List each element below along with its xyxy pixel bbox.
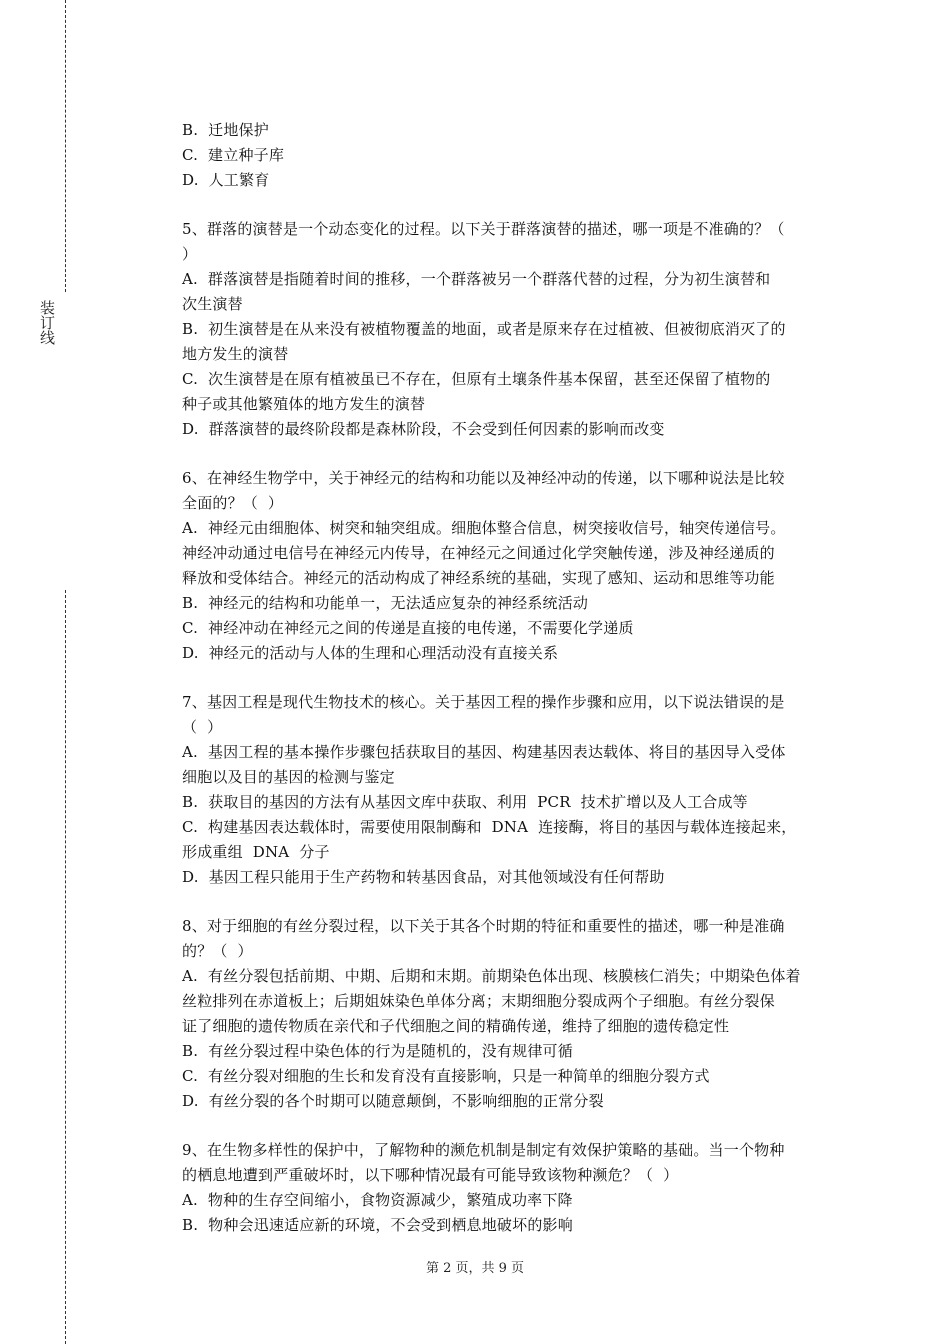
block-spacer <box>182 666 842 690</box>
text-line: 7、基因工程是现代生物技术的核心。关于基因工程的操作步骤和应用，以下说法错误的是 <box>182 693 785 711</box>
text-line: 次生演替 <box>182 295 243 313</box>
text-line: B. 神经元的结构和功能单一，无法适应复杂的神经系统活动 <box>182 594 589 612</box>
text-line: 神经冲动通过电信号在神经元内传导，在神经元之间通过化学突触传递，涉及神经递质的 <box>182 544 775 562</box>
question-block <box>182 1138 842 1238</box>
question-block <box>182 217 842 442</box>
text-line: 8、对于细胞的有丝分裂过程，以下关于其各个时期的特征和重要性的描述，哪一种是准确 <box>182 917 785 935</box>
text-line: 形成重组 DNA 分子 <box>182 843 330 861</box>
text-line: D. 基因工程只能用于生产药物和转基因食品，对其他领域没有任何帮助 <box>182 868 665 886</box>
binding-label: 装订线 <box>38 300 56 345</box>
text-line: 6、在神经生物学中，关于神经元的结构和功能以及神经冲动的传递，以下哪种说法是比较 <box>182 469 785 487</box>
text-line: 地方发生的演替 <box>182 345 289 363</box>
block-spacer <box>182 1114 842 1138</box>
text-line: D. 人工繁育 <box>182 171 270 189</box>
text-line: D. 神经元的活动与人体的生理和心理活动没有直接关系 <box>182 644 559 662</box>
text-line: C. 次生演替是在原有植被虽已不存在，但原有土壤条件基本保留，甚至还保留了植物的 <box>182 370 771 388</box>
binding-dashed-line-bottom <box>65 590 66 1344</box>
text-line: A. 群落演替是指随着时间的推移，一个群落被另一个群落代替的过程，分为初生演替和 <box>182 270 771 288</box>
text-line: D. 群落演替的最终阶段都是森林阶段，不会受到任何因素的影响而改变 <box>182 420 665 438</box>
text-line: 的？（ ） <box>182 942 253 960</box>
text-line: 的栖息地遭到严重破坏时，以下哪种情况最有可能导致该物种濒危？（ ） <box>182 1166 679 1184</box>
options-continuation <box>182 118 842 193</box>
text-line: （ ） <box>182 718 223 736</box>
text-line: C. 建立种子库 <box>182 146 285 164</box>
question-block <box>182 914 842 1114</box>
text-line: A. 有丝分裂包括前期、中期、后期和末期。前期染色体出现、核膜核仁消失；中期染色体着 <box>182 967 801 985</box>
binding-dashed-line-top <box>65 0 66 292</box>
text-line: B. 迁地保护 <box>182 121 269 139</box>
block-spacer <box>182 193 842 217</box>
text-line: A. 物种的生存空间缩小，食物资源减少，繁殖成功率下降 <box>182 1191 573 1209</box>
question-block <box>182 690 842 890</box>
question-content <box>182 118 842 1238</box>
text-line: B. 初生演替是在从来没有被植物覆盖的地面，或者是原来存在过植被、但被彻底消灭了的 <box>182 320 786 338</box>
block-spacer <box>182 442 842 466</box>
text-line: A. 基因工程的基本操作步骤包括获取目的基因、构建基因表达载体、将目的基因导入受体 <box>182 743 786 761</box>
question-block <box>182 466 842 666</box>
text-line: A. 神经元由细胞体、树突和轴突组成。细胞体整合信息，树突接收信号，轴突传递信号。 <box>182 519 786 537</box>
text-line: D. 有丝分裂的各个时期可以随意颠倒，不影响细胞的正常分裂 <box>182 1092 604 1110</box>
text-line: 释放和受体结合。神经元的活动构成了神经系统的基础，实现了感知、运动和思维等功能 <box>182 569 775 587</box>
text-line: 9、在生物多样性的保护中，了解物种的濒危机制是制定有效保护策略的基础。当一个物种 <box>182 1141 785 1159</box>
text-line: C. 神经冲动在神经元之间的传递是直接的电传递，不需要化学递质 <box>182 619 634 637</box>
page-footer: 第 2 页，共 9 页 <box>425 1261 525 1276</box>
text-line: C. 有丝分裂对细胞的生长和发育没有直接影响，只是一种简单的细胞分裂方式 <box>182 1067 710 1085</box>
text-line: 5、群落的演替是一个动态变化的过程。以下关于群落演替的描述，哪一项是不准确的？（ <box>182 220 785 238</box>
text-line: B. 有丝分裂过程中染色体的行为是随机的，没有规律可循 <box>182 1042 573 1060</box>
block-spacer <box>182 890 842 914</box>
text-line: 丝粒排列在赤道板上；后期姐妹染色单体分离；末期细胞分裂成两个子细胞。有丝分裂保 <box>182 992 775 1010</box>
text-line: B. 物种会迅速适应新的环境，不会受到栖息地破坏的影响 <box>182 1216 573 1234</box>
text-line: 种子或其他繁殖体的地方发生的演替 <box>182 395 426 413</box>
text-line: 全面的？（ ） <box>182 494 284 512</box>
text-line: B. 获取目的基因的方法有从基因文库中获取、利用 PCR 技术扩增以及人工合成等 <box>182 793 748 811</box>
text-line: 证了细胞的遗传物质在亲代和子代细胞之间的精确传递，维持了细胞的遗传稳定性 <box>182 1017 730 1035</box>
text-line: 细胞以及目的基因的检测与鉴定 <box>182 768 395 786</box>
text-line: ） <box>182 245 198 263</box>
text-line: C. 构建基因表达载体时，需要使用限制酶和 DNA 连接酶，将目的基因与载体连接起来， <box>182 818 797 836</box>
